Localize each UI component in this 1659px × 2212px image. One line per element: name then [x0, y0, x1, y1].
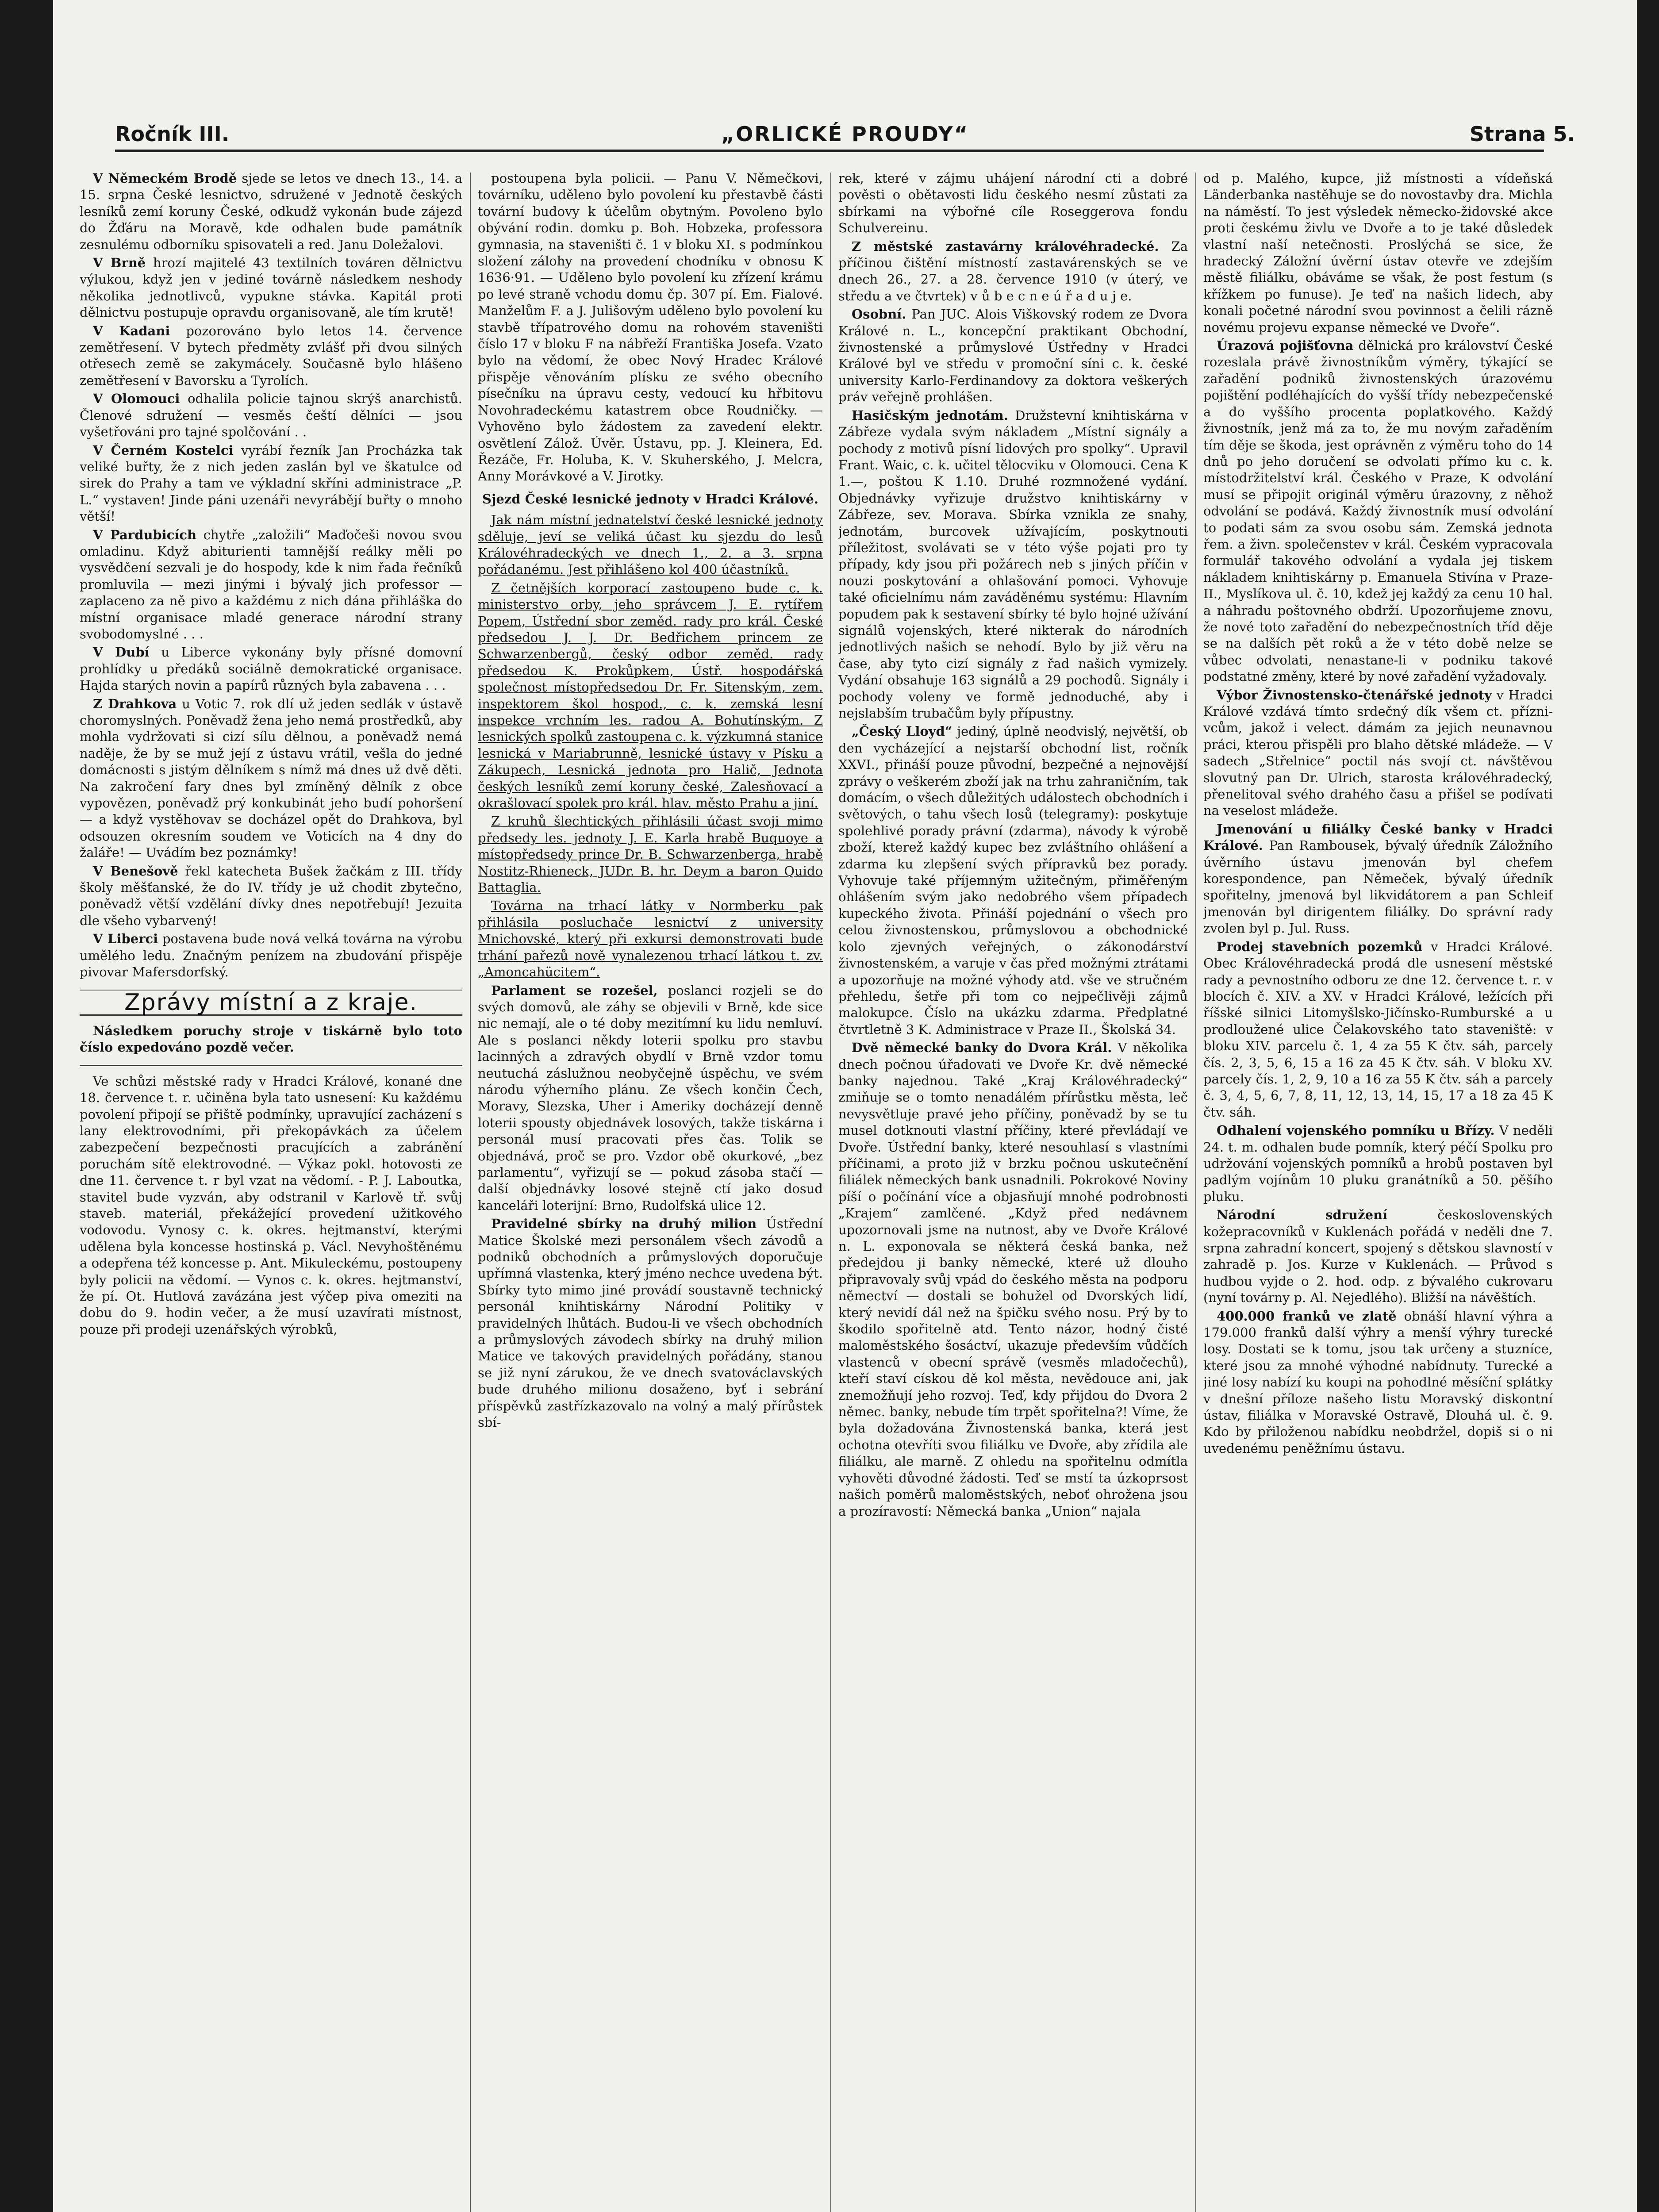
article-heading: Sjezd České lesnické jednoty v Hradci Králové.: [482, 491, 818, 507]
article-lead: V Liberci: [93, 931, 158, 947]
article-text: Pan Rambousek, bývalý úředník Záložního úvěrního ústavu jmenován byl chefem korespondence, pan Němeček, bývalý úředník spořitelny, jmenová byl likvidátorem a pan Schleif jmenován byl dirigentem filiálky. Do správní rady zvolen byl p. Jul. Russ.: [1203, 838, 1553, 936]
article-text: od p. Malého, kupce, již místnosti a vídeňská Länderbanka nastěhuje se do novostavby dra. Michla na náměstí. To jest výsledek německo-židovské akce proti českému živlu ve Dvoře a to je také důsledek vlastní naší netečnosti. Proslýchá se sice, že hradecký Záložní úvěrní ústav otevře ve zdejším městě filiálku, obáváme se však, že post festum (s křížkem po funuse). Je teď na našich lidech, aby konali početné národní svou povinnost a čelili rázně novému projevu expanse německé ve Dvoře“.: [1203, 171, 1553, 335]
article-text: v Hradci Králové. Obec Královéhradecká prodá dle usnesení městské rady a pevnostního odboru ze dne 12. července t. r. v blocích č. XIV. a XV. v Hradci Králové, ležících při říšské silnici Litomyšlsko-Jičínsko-Rumburské a u prodloužené ulice Čelakovského tato staveniště: v bloku XIV. parcelu č. 1, 4 za 55 K čtv. sáh, parcely čís. 2, 3, 5, 6, 15 a 16 za 45 K čtv. sáh. V bloku XV. parcely čís. 1, 2, 9, 10 a 16 za 55 K čtv. sáh a parcely č. 3, 4, 5, 6, 7, 8, 11, 12, 13, 14, 15, 17 a 18 za 45 K čtv. sáh.: [1203, 939, 1553, 1120]
article: [1203, 1308, 1553, 1457]
article-lead: Hasičským jednotám.: [852, 407, 1008, 423]
article: [80, 527, 462, 643]
column-1: [80, 170, 462, 2212]
article-lead: V Německém Brodě: [93, 171, 237, 186]
article-text: u Votic 7. rok dlí už jeden sedlák v ústavě choromyslných. Poněvadž žena jeho nemá prostředků, aby mohla vydržovati si cizí sílu dělnou, a poněvadž nemá naděje, že by se muž její z ústavu vrátil, vešla do jedné domácnosti s jistým dělníkem s nímž má dnes už dvě děti. Na zakročení fary dnes byl zmíněný dělník z obce vypovězen, poněvadž prý konkubinát jeho budí pohoršení — a když vystěhovav se docházel opět do Drahkova, byl odsouzen okresním soudem ve Voticích na 4 dny do žaláře! — Uvádím bez poznámky!: [80, 696, 462, 860]
article-lead: Prodej stavebních pozemků: [1217, 939, 1423, 954]
article-text: Ústřední Matice Školské mezi personálem všech závodů a podniků obchodních a průmyslových doporučuje upřímná vlastenka, který jméno nechce uvedena být. Sbírky tyto mimo jiné provádí soustavně technický personál knihtiskárny Národní Politiky v pravidelných lhůtách. Budou-li ve všech obchodních a průmyslových závodech sbírky na druhý milion Matice ve takových pravidelných pořádány, stanou se již nyní zárukou, že ve dnech svatováclavských bude druhého milionu dosaženo, byť i sebrání příspěvků zastřízkazovalo na volný a malý přírůstek sbí-: [478, 1216, 823, 1430]
article-text: postavena bude nová velká továrna na výrobu umělého ledu. Značným penízem na zbudování přispěje pivovar Mafersdorfský.: [80, 931, 462, 980]
article-lead: Dvě německé banky do Dvora Král.: [852, 1040, 1112, 1056]
article-lead: Pravidelné sbírky na druhý milion: [491, 1216, 757, 1232]
article-text: Z kruhů šlechtických přihlásili účast svoji mimo předsedy les. jednoty J. E. Karla hrabě Buquoye a místopředsedy prince Dr. B. Schwarzenberga, hrabě Nostitz-Rhieneck, JUDr. B. hr. Deym a baron Quido Battaglia.: [478, 814, 823, 895]
article-text: postoupena byla policii. — Panu V. Němečkovi, továrníku, uděleno bylo povolení ku přestavbě části tovární budovy k účelům obytným. Povoleno bylo obývání rodin. domku p. Boh. Hobzeka, professora gymnasia, na staveništi č. 1 v bloku XI. s podmínkou složení zálohy na provedení chodníku v obnosu K 1636·91. — Uděleno bylo povolení ku zřízení krámu po levé straně vchodu domu čp. 307 pí. Em. Fialové. Manželům F. a J. Julišovým uděleno bylo povolení ku stavbě třípatrového domu na rohovém staveništi číslo 17 v bloku F na nábřeží Františka Josefa. Vzato bylo na vědomí, že obec Nový Hradec Králové přispěje věnováním plísku ze svého obecního písečníku na úpravu cesty, vedoucí ku hřbitovu Novohradeckému katastrem obce Roudničky. — Vyhověno bylo žádostem za zavedení elektr. osvětlení Zálož. Úvěr. Ústavu, pp. J. Kleinera, Ed. Řezáče, Fr. Holuba, K. V. Skuherského, J. Melcra, Anny Morávkové a V. Jirotky.: [478, 171, 823, 484]
article-text: jediný, úplně neodvislý, největší, ob den vycházející a nejstarší obchodní list, ročník XXVI., přináší pouze původní, bezpečné a nejnovější zprávy o veškerém zboží jak na trhu zahraničním, tak domácím, o všech důležitých událostech obchodních i světových, o tahu všech losů (telegramy): poskytuje spolehlivé porady právní (zdarma), návody k výrobě zboží, kterež každý kupec bez zvláštního ohlášení a zdarma ku zlepšení svých přípravků bez porady. Vyhovuje také příjemným užitečným, přiměřeným ohlášením svým jako nedobrého všem případech kupeckého života. Přináší pojednání o všech pro celou živnostenskou, průmyslovou a obchodnické kolo zjevných veřejných, o zákonodárství živnostenském, a varuje v čas před možnými ztrátami a upozorňuje na možné výhody atd. vše ve stručném přehledu, šetře při tom co nejpečlivěji zájmů malokupce. Číslo na ukázku zdarma. Předplatné čtvrtletně 3 K. Administrace v Praze II., Školská 34.: [838, 724, 1188, 1037]
column-divider: [1195, 173, 1196, 2212]
article: [80, 255, 462, 321]
article-text: hrozí majitelé 43 textilních továren dělnictvu výlukou, když jen v jediné továrně následkem neshody několika jednotlivců, vypukne stávka. Kapitál proti dělnictvu postupuje opravdu organisovaně, ale tím krutě!: [80, 255, 462, 320]
newspaper-title: „ORLICKÉ PROUDY“: [721, 122, 969, 146]
article-text: rek, které v zájmu uhájení národní cti a dobré pověsti o obětavosti lidu českého nesmí zůstati za sbírkami na výbořné cíle Roseggerova fondu Schulvereinu.: [838, 171, 1188, 236]
page-number: Strana 5.: [1469, 122, 1575, 146]
article: [80, 863, 462, 929]
article-text: vyrábí řezník Jan Procházka tak veliké buřty, že z nich jeden zaslán byl ve škatulce od sirek do Prahy a tam ve výkladní skříni administrace „P. L.“ vystaven! Jinde páni uzenáři nevyrábějí buřty o mnoho větší!: [80, 442, 462, 524]
article: [80, 391, 462, 440]
article-text: u Liberce vykonány byly přísné domovní prohlídky u předáků sociálně demokratické organisace. Hajda starých novin a papírů různých byla zabavena . . .: [80, 645, 462, 693]
article-lead: V Olomouci: [93, 391, 180, 407]
article-text: sjede se letos ve dnech 13., 14. a 15. srpna České lesnictvo, sdružené v Jednotě českých lesníků zemí koruny České, odkudž vykonán bude zájezd do Žďáru na Moravě, kde odhalen bude památník zesnulému odborníku spisovateli a red. Janu Doležalovi.: [80, 171, 462, 252]
article-text: V několika dnech počnou úřadovati ve Dvoře Kr. dvě německé banky najednou. Také „Kraj Královéhradecký“ zmiňuje se o tomto nenadálém přírůstku města, leč nevysvětluje pravé jeho příčiny, poněvadž by se tu musel dotknouti vlastní příčiny, které převládají ve Dvoře. Ústřední banky, které nesouhlasí s vlastními příčinami, a proto již v brzku počnou uskutečnění filiálek německých bank usnadnili. Pokrokové Noviny píší o počínání více a objasňují mnohé podrobnosti „Krajem“ zamlčené. „Když před nedávnem upozornovali jsme na nutnost, aby ve Dvoře Králové n. L. exponovala se některá česká banka, než předejdou ji banky německé, které už dlouho připravovaly svůj vpád do českého města na podporu němectví — dostali se bohužel od Dvorských lidí, který nevidí dál než na špičku svého nosu. Prý by to škodilo spořitelně atd. Tento názor, hodný čisté maloměstského šosáctví, ukazuje především vůdčích vlastenců v obecní správě (vesměs mladočechů), kteří staví cískou dě kol města, nevědouce ani, jak znemožňují jeho rozvoj. Teď, kdy přijdou do Dvora 2 němec. banky, nebude tím trpět spořitelna?! Víme, že byla dožadována Živnostenská banka, která jest ochotna otevříti svou filiálku ve Dvoře, aby zřídila ale filiálku, ale marně. Z ohledu na spořitelnu odmítla vyhověti důvodné žádosti. Teď se mstí ta úzkoprsost našich poměrů maloměstských, neboť ohrožena jsou a prozíravostí: Německá banka „Union“ najala: [838, 1040, 1188, 1519]
article-text: dělnická pro království České rozeslala právě živnostníkům výměry, týkající se zařadění podniků živnostenských úrazovému pojištění podléhajících do vyšší třídy nebezpečenské a do vyššího procenta poplatkového. Každý živnostník, jenž má za to, že mu novým zařaděním tím děje se škoda, jest oprávněn z výměru toho do 14 dnů po jeho doručení se odvolati přímo ku c. k. místodržitelství král. Českého v Praze, K odvolání musí se připojit originál výměru úrazovny, z něhož odvolání se podává. Každý živnostník musí odvolání to podati sám za svou osobu sám. Zemská jednota řem. a živn. společenstev v král. Českém vypracovala formulář takového odvolání a vydala jej tiskem nákladem knihtiskárny p. Emanuela Stivína v Praze-II., Myslíkova ul. č. 10, kdež jej každý za cenu 10 hal. a náhradu poštovného obdrží. Upozorňujeme znovu, že nové toto zařadění do nebezpečnostních tříd děje se na dalších pět roků a že v této době nelze se vůbec odvolati, nenastane-li v podniku takové podstatné změny, které by nové zařadění vyžadovaly.: [1203, 338, 1553, 684]
article-lead: Z městské zastavárny královéhradecké.: [852, 238, 1159, 254]
article-lead: Osobní.: [852, 307, 906, 322]
column-4: [1203, 170, 1553, 2212]
article-text: poslanci rozjeli se do svých domovů, ale záhy se objevili v Brně, kde sice nic nemají, ale o té doby mezitímní ku lidu nemluví. Ale s poslanci někdy loterii spolku pro stavbu lacinných a zdravých obydlí v Brně vzdor tomu neutuchá záslužnou neobyčejně úspěchu, ve svém národu výherního plánu. Ze všech končin Čech, Moravy, Slezska, Uher i Ameriky docházejí denně loterii spousty objednávek losových, takže tiskárna i personál musí pracovati přes čas. Tolik se objednává, proč se pro. Vzdor obě okurkové, „bez parlamentu“, vyřizují se — pokud zásoba stačí — další objednávky losové stejně ctí jako dosud kanceláři loterijní: Brno, Rudolfská ulice 12.: [478, 983, 823, 1213]
article-text: pozorováno bylo letos 14. července zemětřesení. V bytech předměty zvlášť při dvou silných otřesech země se zakymácely. Současně bylo hlášeno zemětřesení v Bavorsku a Tyrolích.: [80, 323, 462, 388]
article: [838, 407, 1188, 722]
article-text: v Hradci Králové vzdává tímto srdečný dík všem ct. přízni- vcům, jakož i velect. dámám za jejich neunavnou práci, kterou přispěli pro blaho dětské mládeže. — V sadech „Střelnice“ poctil nás svojí ct. návštěvou slovutný pan Dr. Ulrich, starosta královéhradecký, přenelitoval svého drahého času a přišel se podívati na veselost mládeže.: [1203, 687, 1553, 818]
article-lead: Parlament se rozešel,: [491, 983, 658, 998]
article-text: odhalila policie tajnou skrýš anarchistů. Členové sdružení — vesměs čeští dělníci — jsou vyšetřováni pro tajné spolčování . .: [80, 391, 462, 440]
article-text: Družstevní knihtiskárna v Zábřeze vydala svým nákladem „Místní signály a pochody z motivů písní lidových pro spolky“. Upravil Frant. Waic, c. k. učitel tělocviku v Olomouci. Cena K 1.—, poštou K 1.10. Druhé rozmnožené vydání. Objednávky vyřizuje družstvo knihtiskárny v Zábřeze, sev. Morava. Sbírka vznikla ze snahy, jednotám, burcovek užívajícím, poskytnouti příležitost, svolávati se v této výše pojati pro ty případy, kdy jsou při požárech neb s jiných příčin v nouzi poskytování a ohlašování pomoci. Vyhovuje také oficielnímu nám zaváděnému systému: Hlavním popudem pak k sestavení sbírky té bylo hojné užívání signálů vojenských, které nikterak do národních jednotlivých našich se nehodí. Bylo by již věru na čase, aby tyto cizí signály z řad našich vymizely. Vydání obsahuje 163 signálů a 29 pochodů. Signály i pochody voleny ve formě jednoduché, aby i nejslabším trubačům byly přípustny.: [838, 407, 1188, 721]
article: [80, 696, 462, 861]
volume-label: Ročník III.: [115, 122, 230, 146]
column-2: [478, 170, 823, 2212]
article: [838, 238, 1188, 305]
section-title: Zprávy místní a z kraje.: [80, 990, 462, 1016]
column-divider: [830, 173, 831, 2212]
article-lead: Odhalení vojenského pomníku u Břízy.: [1217, 1123, 1495, 1138]
article-text: Za příčinou čištění místností zastavárenských se ve dnech 26., 27. a 28. července 1910 (v úterý, ve středu a ve čtvrtek) v ů b e c n e ú ř a d u j e.: [838, 238, 1188, 303]
article: [80, 644, 462, 694]
article: [1203, 1122, 1553, 1205]
article-lead: Jmenování u filiálky České banky v Hradci Králové.: [1203, 821, 1553, 853]
article-lead: V Pardubicích: [93, 527, 197, 542]
article-lead: 400.000 franků ve zlatě: [1217, 1308, 1397, 1324]
article-text: Továrna na trhací látky v Normberku pak přihlásila posluchače lesnictví z university Mnichovské, který při exkursi demonstrovati bude trhání pařezů nově vynalezenou trhací látkou t. zv. „Amoncahücitem“.: [478, 898, 823, 980]
article-lead: V Benešově: [93, 863, 178, 879]
column-divider: [470, 173, 471, 2212]
article: [838, 1040, 1188, 1520]
article-lead: V Brně: [93, 255, 146, 271]
article-lead: Z Drahkova: [93, 696, 177, 711]
page-header: [115, 122, 1575, 157]
article-text: obnáší hlavní výhra a 179.000 franků další výhry a menší výhry turecké losy. Dostati se k tomu, jsou tak určeny a stuzníce, které jsou za mnohé výhodné nabídnuty. Turecké a jiné losy nabízí ku koupi na pohodlné měsíční splátky v dnešní příloze našeho listu Moravský diskontní ústav, filiálka v Moravské Ostravě, Dlouhá ul. č. 9. Kdo by přiloženou nabídku neobdržel, dopiš si o ni uvedenému peněžnímu ústavu.: [1203, 1308, 1553, 1456]
article-lead: „Český Lloyd“: [852, 724, 952, 739]
article-text: Ve schůzi městské rady v Hradci Králové, konané dne 18. července t. r. učiněna byla tato usnesení: Ku každému povolení připojí se přiště podmínky, upravující zacházení s lany elektrovodními, při překopávkách za účelem zabezpečení bezpečnosti pracujících a zabránění poruchám sítě elektrovodné. — Výkaz pokl. hotovosti ze dne 11. července t. r byl vzat na vědomí. - P. J. Laboutka, stavitel bude vyzván, aby odstranil v Karlově tř. svůj staveb. materiál, překážející provedení užitkového vodovodu. Vynosy c. k. okres. hejtmanství, kterými udělena byla koncesse hostinská p. Václ. Nevyhoštěnému a odepřena též koncesse p. Ant. Mikuleckému, postoupeny byly policii na vědomí. — Vynos c. k. okres. hejtmanství, že pí. Ot. Hutlová zavázána jest výčep piva omeziti na dobu do 9. hodin večer, a že musí uzavírati místnost, pouze při prodeji uzenářských výrobků,: [80, 1073, 462, 1337]
article: [1203, 1207, 1553, 1306]
article: [478, 983, 823, 1214]
article: [1203, 821, 1553, 937]
article: [80, 931, 462, 980]
article: [838, 306, 1188, 405]
column-3: [838, 170, 1188, 2212]
article: [1203, 939, 1553, 1121]
article: [80, 323, 462, 389]
article-lead: Výbor Živnostensko-čtenářské jednoty: [1217, 687, 1492, 703]
separator: [80, 1065, 462, 1066]
article-text: V neděli 24. t. m. odhalen bude pomník, který péčí Spolku pro udržování vojenských pomníků a hrobů postaven byl padlým vojínům 10 pluku granátníků a 50. pěšího pluku.: [1203, 1123, 1553, 1204]
header-rule: [115, 150, 1544, 152]
article-lead: Národní sdružení: [1217, 1207, 1388, 1223]
article: [80, 442, 462, 525]
article-text: chytře „založili“ Maďočeši novou svou omladinu. Když abiturienti tamnější reálky měli po vysvědčení sezvali je do hospody, kde k nim řada řečníků promluvila — mezi jinými i bývalý jich professor — zaplaceno za ně pivo a každému z nich dána přihláška do místní organisace mladé generace národní strany svobodomyslné . . .: [80, 527, 462, 641]
article: [80, 170, 462, 253]
article-text: Jak nám místní jednatelství české lesnické jednoty sděluje, jeví se veliká účast ku sjezdu do lesů Královéhradeckých ve dnech 1., 2. a 3. srpna pořádanému. Jest přihlášeno kol 400 účastníků.: [478, 512, 823, 577]
article: [1203, 687, 1553, 819]
article-text: řekl katecheta Bušek žačkám z III. třídy školy měšťanské, že do IV. třídy je už chodit zbytečno, poněvadž větší vzdělání dívky dnes nepotřebují! Jezuita dle všeho vybarvený!: [80, 863, 462, 928]
article-text: Pan JUC. Alois Viškovský rodem ze Dvora Králové n. L., koncepční praktikant Obchodní, živnostenské a průmyslové Ústředny v Hradci Králové byl ve středu v promoční síni c. k. české university Karlo-Ferdinandovy za doktora veškerých práv veřejně prohlášen.: [838, 307, 1188, 405]
article-lead: V Dubí: [93, 645, 150, 660]
article: [838, 723, 1188, 1038]
article: [478, 1216, 823, 1431]
article-text: československých kožepracovníků v Kuklenách pořádá v neděli dne 7. srpna zahradní koncert, spojený s dětskou slavností v zahradě p. Jos. Kurze v Kuklenách. — Průvod s hudbou vyjde o 2. hod. odp. z bývalého cukrovaru (nyní továrny p. Al. Nejedlého). Bližší na návěštích.: [1203, 1207, 1553, 1306]
article: [1203, 338, 1553, 685]
article-lead: V Kadani: [93, 323, 170, 338]
article-lead: Úrazová pojišťovna: [1217, 338, 1354, 353]
article-lead: V Černém Kostelci: [93, 442, 234, 458]
printing-notice: Následkem poruchy stroje v tiskárně bylo toto číslo expedováno pozdě večer.: [80, 1023, 462, 1055]
article-text: Z četnějších korporací zastoupeno bude c. k. ministerstvo orby, jeho správcem J. E. rytířem Popem, Ústřední sbor zeměd. rady pro král. České předsedou J. J. Dr. Bedřichem princem ze Schwarzenbergů, český odbor zeměd. rady předsedou K. Prokůpkem, Ústř. hospodářská společnost místopředsedou Dr. Fr. Sitenským, zem. inspektorem škol hospod., c. k. zemská lesní inspekce vrchním les. radou A. Bohutínským. Z lesnických spolků zastoupena c. k. výzkumná stanice lesnická v Mariabrunně, lesnické ústavy v Písku a Zákupech, Lesnická jednota pro Halič, Jednota českých lesníků zemí koruny české, Zalesňovací a okrašlovací spolek pro král. hlav. město Prahu a jiní.: [478, 580, 823, 811]
